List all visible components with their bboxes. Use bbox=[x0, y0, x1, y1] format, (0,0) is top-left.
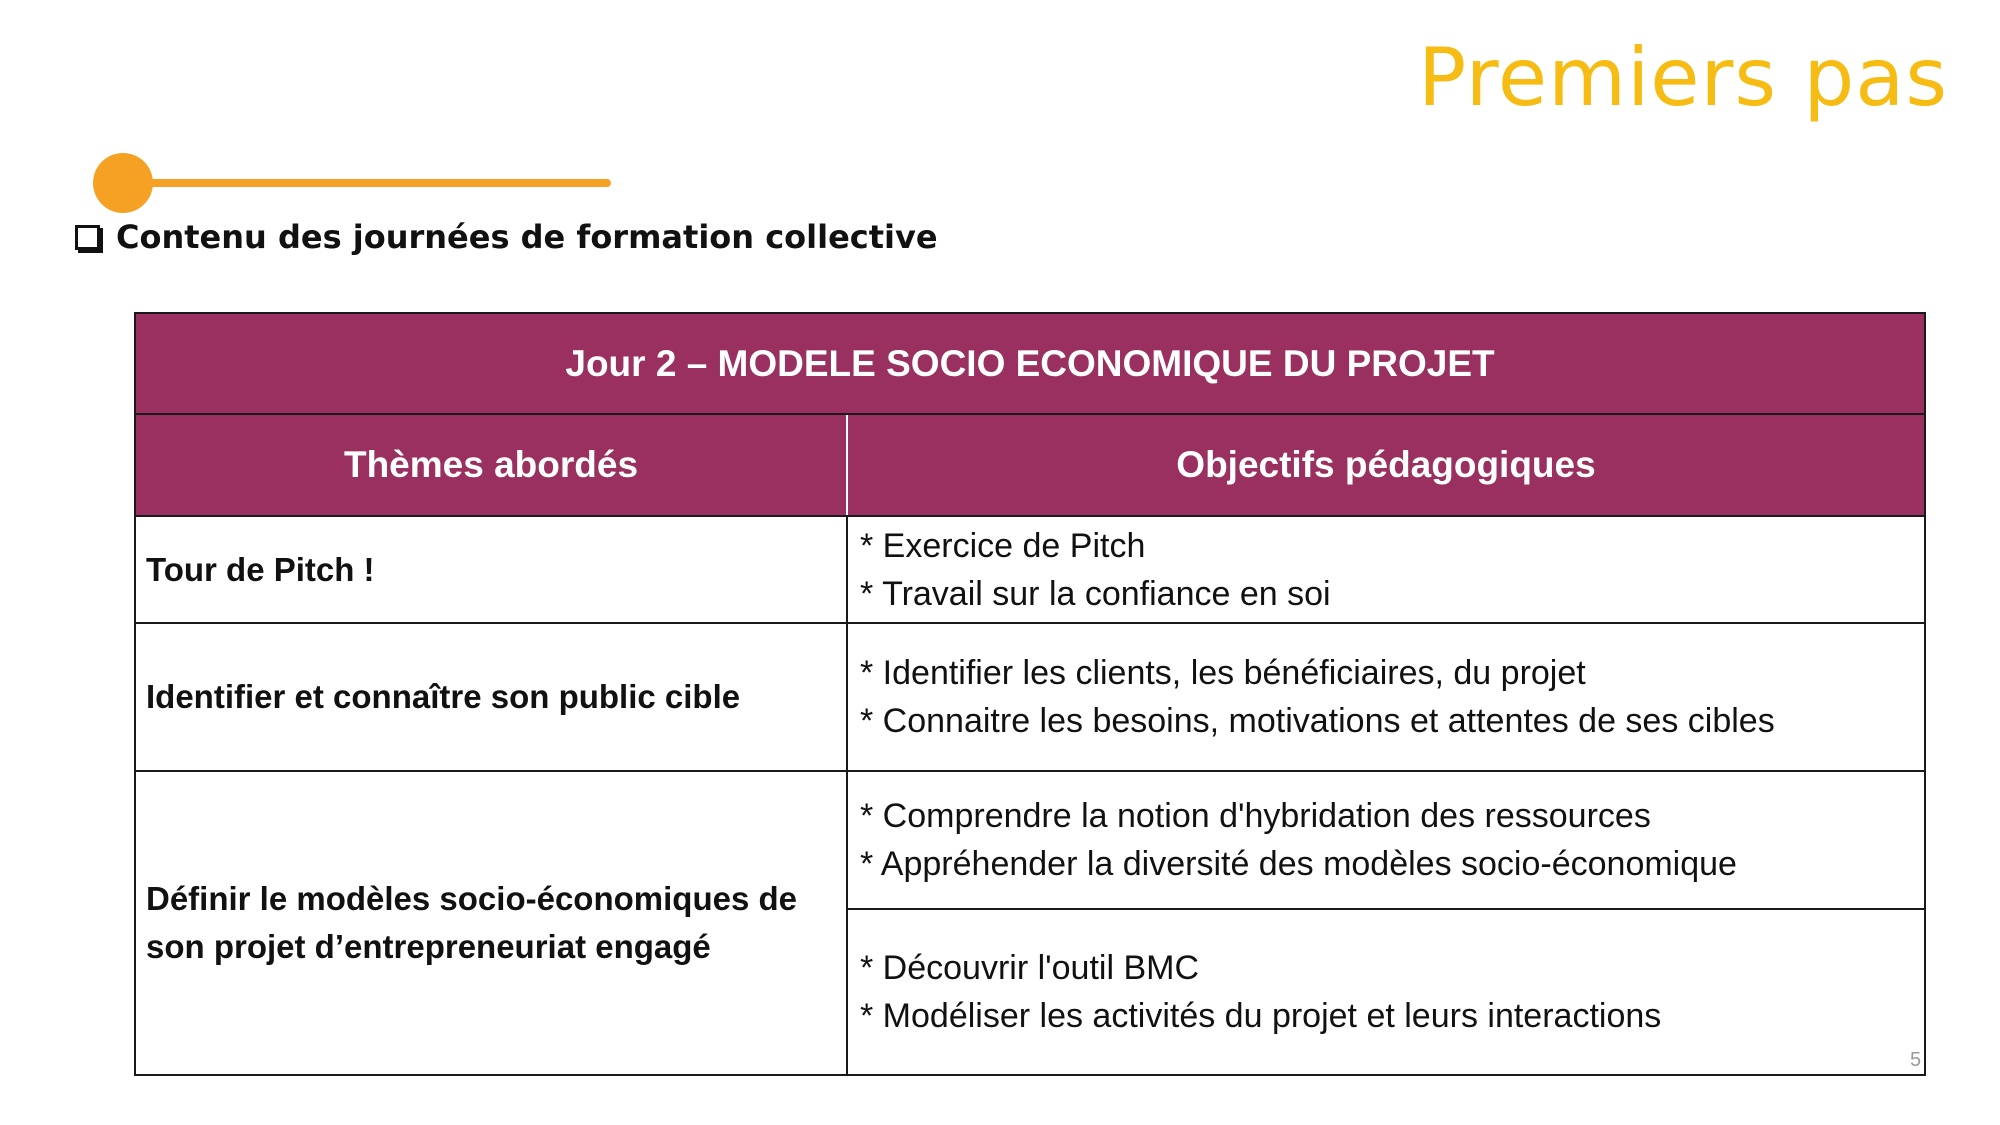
program-table bbox=[134, 312, 1926, 1076]
table-row bbox=[135, 771, 1925, 909]
timeline-dot bbox=[93, 153, 153, 213]
objective-item: * Appréhender la diversité des modèles socio-économique bbox=[860, 845, 1737, 883]
table-row bbox=[135, 623, 1925, 771]
theme-cell: Tour de Pitch ! bbox=[135, 516, 847, 623]
slide-title: Premiers pas bbox=[1417, 31, 1948, 124]
section-heading-text: Contenu des journées de formation collective bbox=[116, 218, 938, 256]
objectives-cell bbox=[847, 516, 1925, 623]
objective-item: * Exercice de Pitch bbox=[860, 526, 1146, 565]
day-title: Jour 2 – MODELE SOCIO ECONOMIQUE DU PROJET bbox=[135, 313, 1925, 414]
themes-column-header: Thèmes abordés bbox=[135, 414, 847, 516]
theme-cell: Identifier et connaître son public cible bbox=[135, 623, 847, 771]
theme-cell: Définir le modèles socio-économiques de son projet d’entrepreneuriat engagé bbox=[135, 771, 847, 1075]
checkbox-icon bbox=[75, 225, 100, 250]
objective-item: * Identifier les clients, les bénéficiaires, du projet bbox=[860, 654, 1586, 692]
timeline-progress bbox=[93, 153, 523, 213]
objectives-cell bbox=[847, 623, 1925, 771]
objective-item: * Travail sur la confiance en soi bbox=[860, 574, 1331, 613]
section-heading bbox=[75, 218, 938, 256]
timeline-line bbox=[143, 179, 611, 187]
objective-item: * Comprendre la notion d'hybridation des ressources bbox=[860, 797, 1651, 835]
objective-item: * Découvrir l'outil BMC bbox=[860, 949, 1200, 987]
table-row bbox=[135, 516, 1925, 623]
objective-item: * Modéliser les activités du projet et leurs interactions bbox=[860, 997, 1662, 1035]
objective-item: * Connaitre les besoins, motivations et attentes de ses cibles bbox=[860, 702, 1775, 740]
objectives-cell bbox=[847, 909, 1925, 1075]
page-number: 5 bbox=[1910, 1049, 1922, 1071]
objectives-column-header: Objectifs pédagogiques bbox=[847, 414, 1925, 516]
objectives-cell bbox=[847, 771, 1925, 909]
